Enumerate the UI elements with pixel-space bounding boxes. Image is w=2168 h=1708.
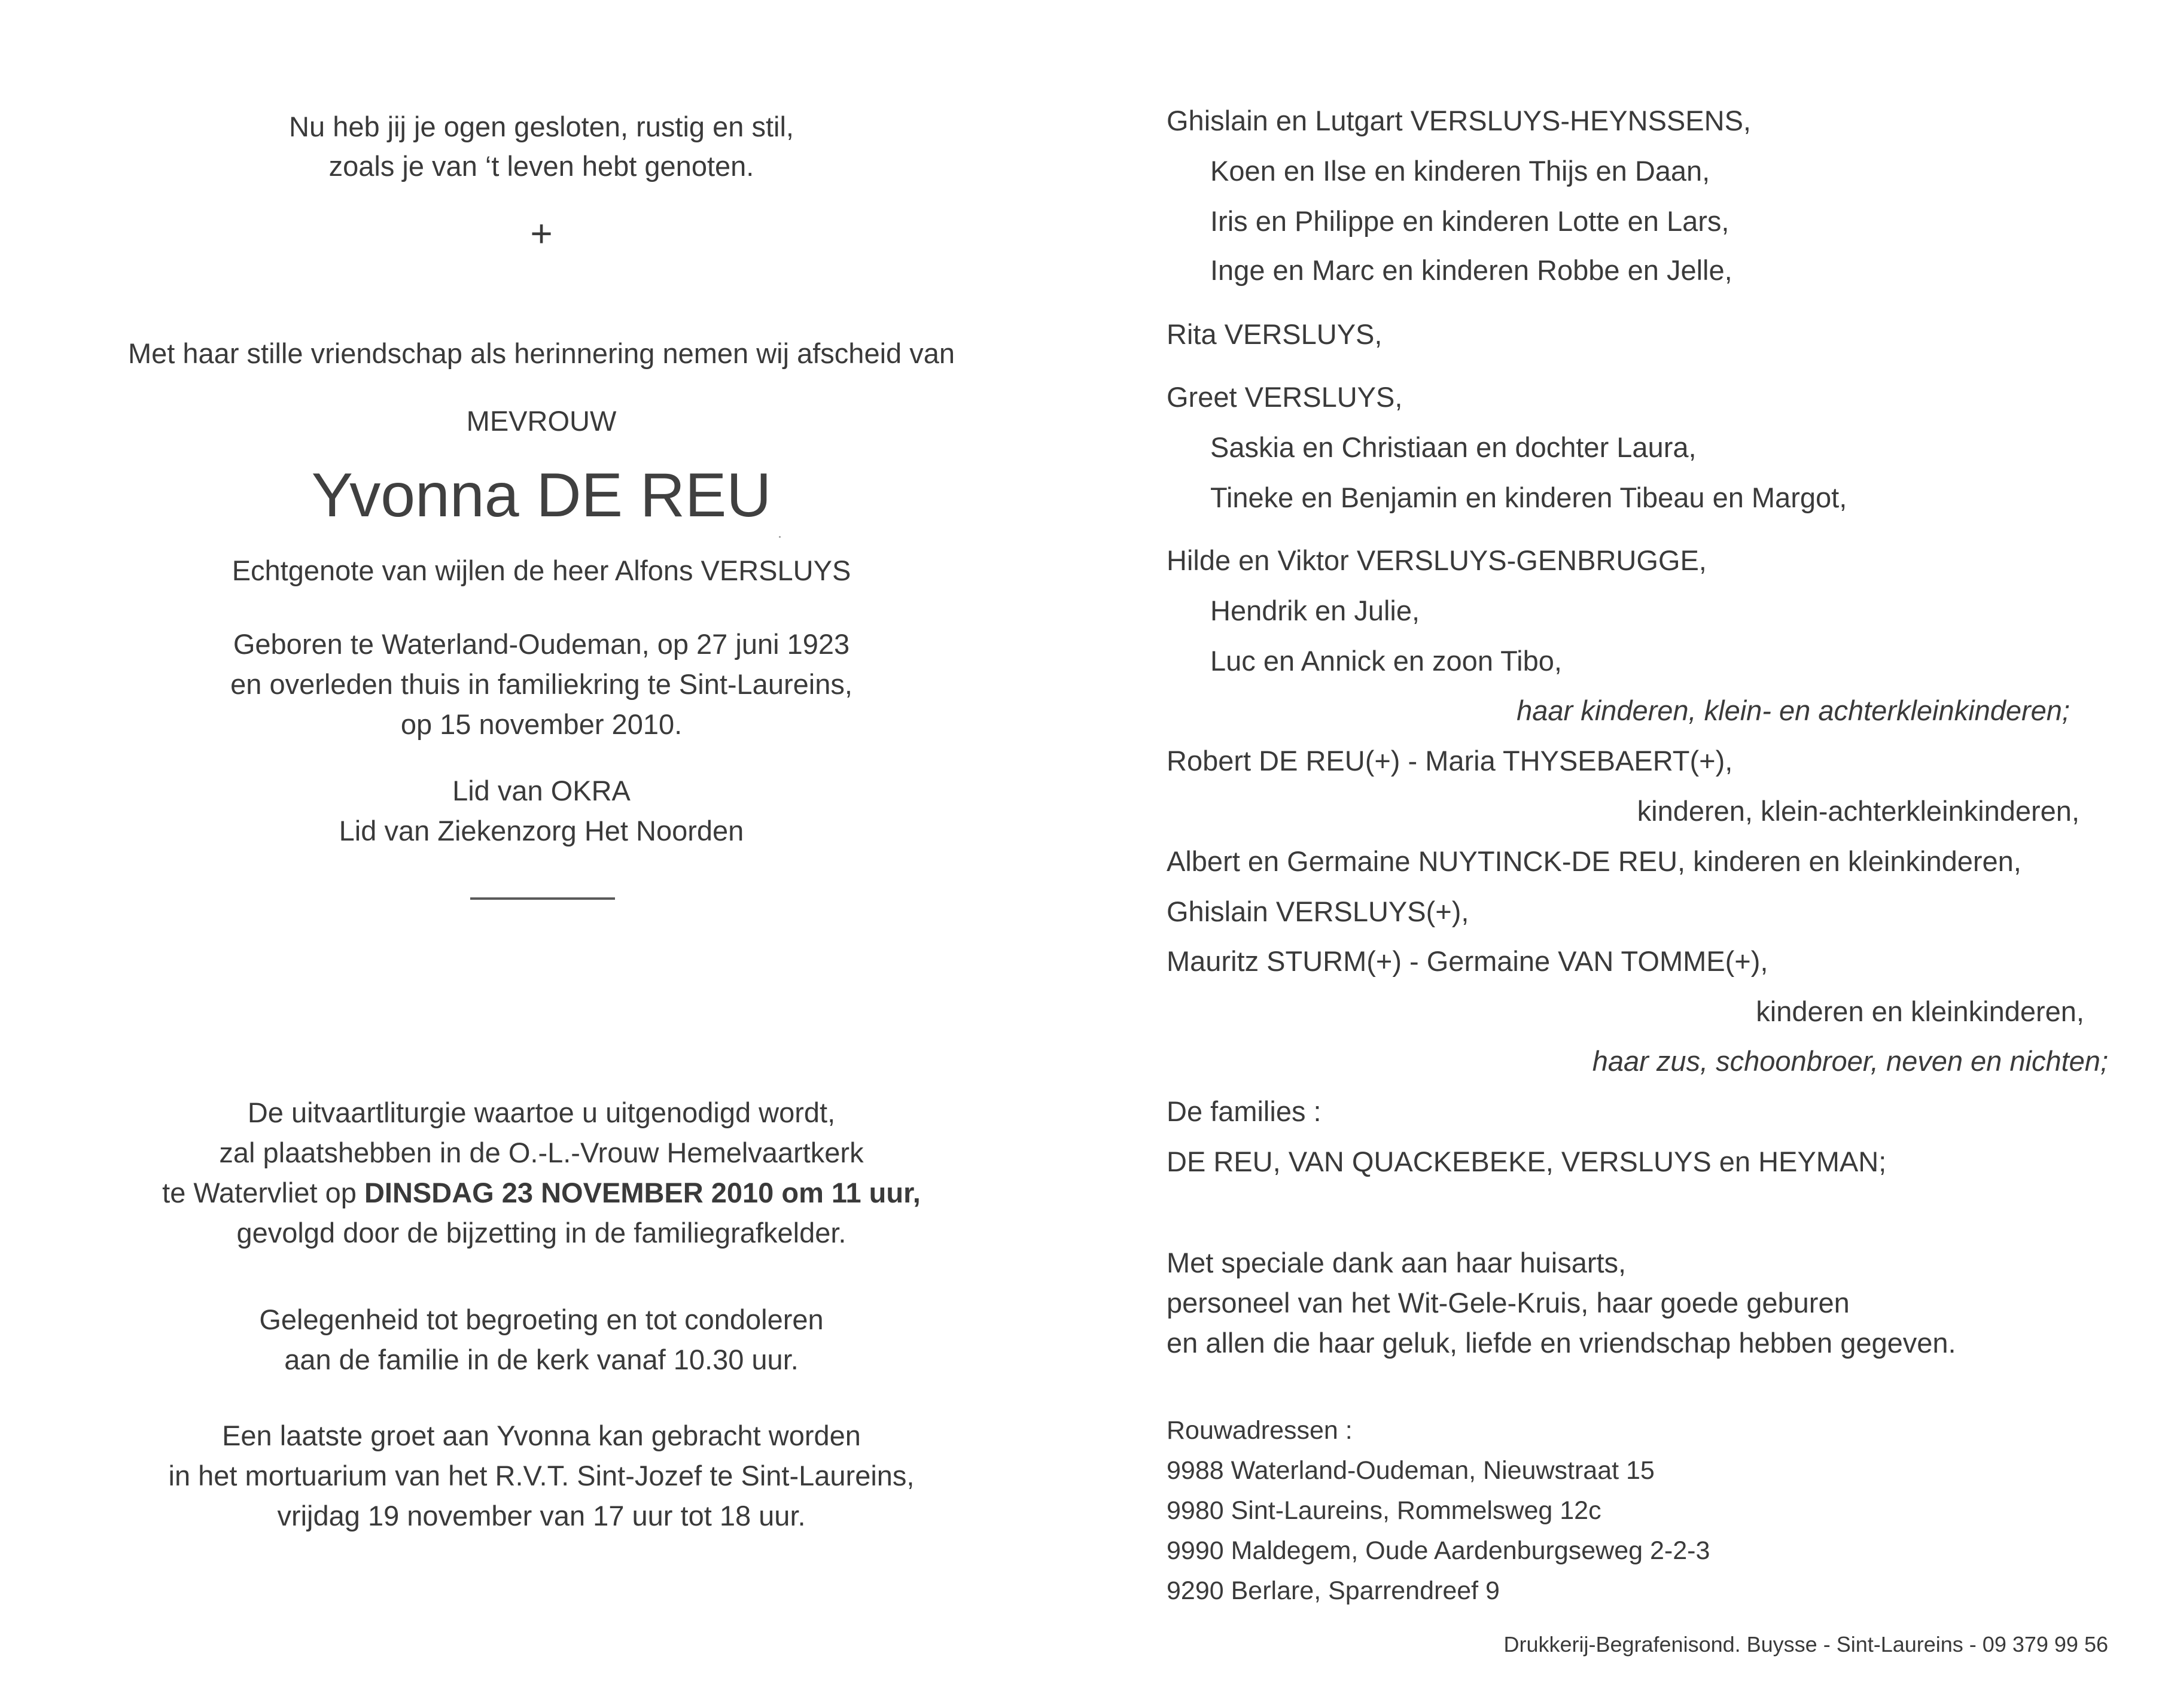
funeral-line-4: gevolgd door de bijzetting in de familiegrafkelder. [236,1217,847,1249]
family-summary: haar kinderen, klein- en achterkleinkinderen; [1517,695,2070,726]
thanks-line: en allen die haar geluk, liefde en vriendschap hebben gegeven. [1167,1327,1956,1359]
families-names: DE REU, VAN QUACKEBEKE, VERSLUYS en HEYMAN; [1167,1146,1887,1177]
family-line: kinderen en kleinkinderen, [1756,995,2084,1027]
title-mevrouw: MEVROUW [466,405,617,437]
family-summary: haar zus, schoonbroer, neven en nichten; [1592,1045,2108,1077]
greeting-line-2: in het mortuarium van het R.V.T. Sint-Jozef te Sint-Laureins, [168,1460,915,1491]
family-line: Iris en Philippe en kinderen Lotte en Lars, [1210,205,1729,237]
family-line: Hilde en Viktor VERSLUYS-GENBRUGGE, [1167,544,1707,576]
spouse-line: Echtgenote van wijlen de heer Alfons VERSLUYS [232,555,851,586]
address-line: 9980 Sint-Laureins, Rommelsweg 12c [1167,1496,1601,1525]
funeral-datetime: DINSDAG 23 NOVEMBER 2010 om 11 uur, [364,1177,921,1208]
family-line: Rita VERSLUYS, [1167,318,1383,350]
print-speck [779,536,781,538]
family-line: Robert DE REU(+) - Maria THYSEBAERT(+), [1167,745,1733,777]
family-line: Saskia en Christiaan en dochter Laura, [1210,431,1697,463]
family-line: Hendrik en Julie, [1210,595,1420,626]
address-line: 9990 Maldegem, Oude Aardenburgseweg 2-2-3 [1167,1536,1710,1565]
thanks-line: Met speciale dank aan haar huisarts, [1167,1247,1627,1278]
death-date-line: op 15 november 2010. [400,708,683,740]
family-line: Ghislain en Lutgart VERSLUYS-HEYNSSENS, [1167,105,1751,136]
family-line: Albert en Germaine NUYTINCK-DE REU, kinderen en kleinkinderen, [1167,845,2021,877]
family-line: Inge en Marc en kinderen Robbe en Jelle, [1210,254,1732,286]
family-line: Koen en Ilse en kinderen Thijs en Daan, [1210,155,1710,187]
family-line: Ghislain VERSLUYS(+), [1167,896,1469,927]
families-label: De families : [1167,1095,1321,1127]
family-line: kinderen, klein-achterkleinkinderen, [1637,795,2079,827]
family-line: Luc en Annick en zoon Tibo, [1210,645,1562,677]
family-line: Greet VERSLUYS, [1167,381,1403,413]
address-line: 9290 Berlare, Sparrendreef 9 [1167,1576,1500,1605]
family-line: Mauritz STURM(+) - Germaine VAN TOMME(+), [1167,945,1768,977]
family-line: Tineke en Benjamin en kinderen Tibeau en Margot, [1210,482,1847,513]
address-line: 9988 Waterland-Oudeman, Nieuwstraat 15 [1167,1456,1655,1485]
cross-symbol: + [530,212,553,255]
funeral-line-1: De uitvaartliturgie waartoe u uitgenodigd wordt, [247,1097,836,1128]
condolence-line-2: aan de familie in de kerk vanaf 10.30 uur. [284,1344,799,1375]
birth-line: Geboren te Waterland-Oudeman, op 27 juni 1923 [233,628,850,660]
condolence-line-1: Gelegenheid tot begroeting en tot condoleren [259,1304,824,1335]
funeral-line-2: zal plaatshebben in de O.-L.-Vrouw Hemelvaartkerk [219,1137,864,1168]
divider-line [470,897,615,900]
poem-line-1: Nu heb jij je ogen gesloten, rustig en stil, [289,111,794,142]
deceased-name: Yvonna DE REU [311,461,772,530]
funeral-place: te Watervliet op [162,1177,364,1208]
poem-line-2: zoals je van ‘t leven hebt genoten. [328,150,754,182]
greeting-line-3: vrijdag 19 november van 17 uur tot 18 uur. [277,1500,806,1532]
membership-ziekenzorg: Lid van Ziekenzorg Het Noorden [339,815,744,847]
funeral-line-3 [162,1179,921,1207]
farewell-intro: Met haar stille vriendschap als herinnering nemen wij afscheid van [127,337,955,369]
addresses-title: Rouwadressen : [1167,1416,1353,1445]
greeting-line-1: Een laatste groet aan Yvonna kan gebracht worden [222,1420,861,1451]
membership-okra: Lid van OKRA [452,775,631,806]
printer-credit: Drukkerij-Begrafenisond. Buysse - Sint-Laureins - 09 379 99 56 [1503,1632,2108,1657]
thanks-line: personeel van het Wit-Gele-Kruis, haar goede geburen [1167,1287,1850,1319]
death-line: en overleden thuis in familiekring te Sint-Laureins, [230,668,852,700]
